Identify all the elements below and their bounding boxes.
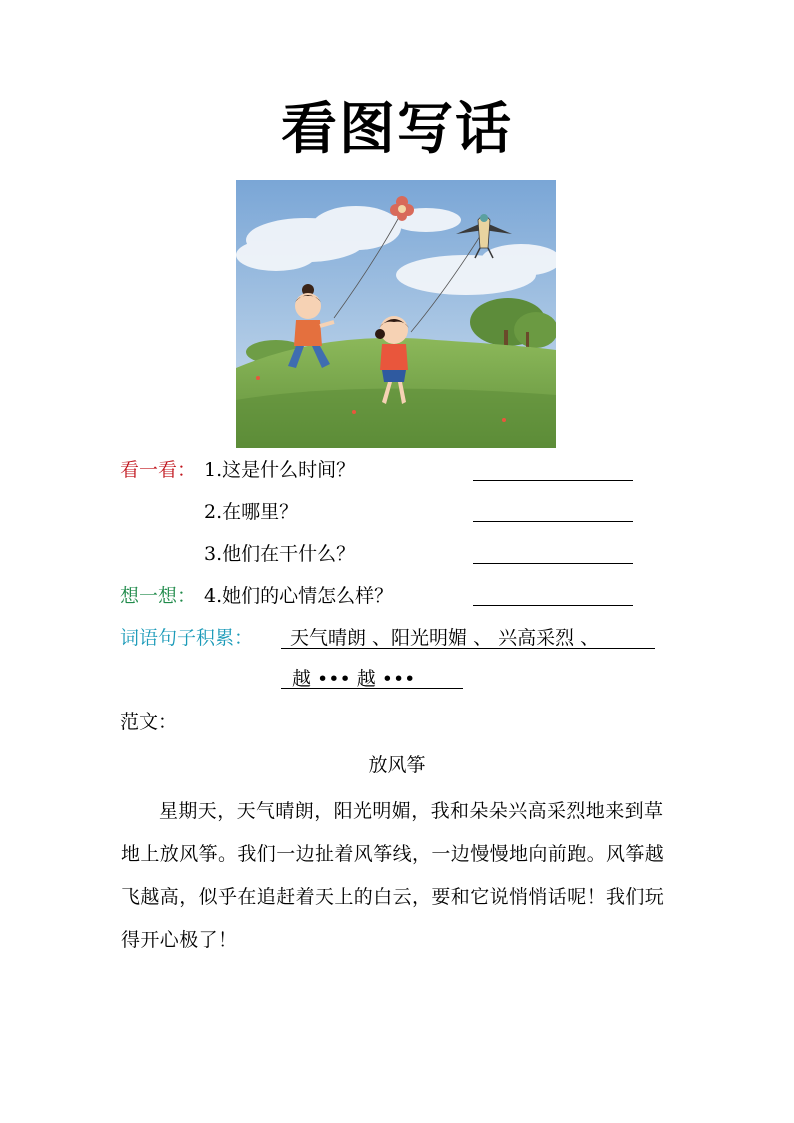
look-label: 看一看： [120, 459, 197, 481]
think-label: 想一想： [120, 585, 197, 607]
question-3: 3.他们在干什么？ [204, 543, 356, 565]
question-1: 1.这是什么时间？ [204, 459, 356, 481]
vocab-phrases-line-1: 天气晴朗 、阳光明媚 、 兴高采烈 、 [290, 627, 600, 649]
vocab-underline-1 [281, 648, 655, 649]
question-4: 4.她们的心情怎么样？ [204, 585, 394, 607]
vocab-phrases-line-2: 越 ••• 越 ••• [292, 668, 416, 690]
vocab-label: 词语句子积累： [120, 627, 254, 649]
answer-blank-4[interactable] [473, 605, 633, 606]
answer-blank-2[interactable] [473, 521, 633, 522]
essay-title: 放风筝 [368, 754, 426, 776]
question-2: 2.在哪里？ [204, 501, 299, 523]
answer-blank-1[interactable] [473, 480, 633, 481]
model-essay-label: 范文： [120, 711, 178, 733]
vocab-underline-2 [281, 688, 463, 689]
page-title: 看图写话 [281, 97, 513, 162]
essay-body: 星期天，天气晴朗，阳光明媚，我和朵朵兴高采烈地来到草地上放风筝。我们一边扯着风筝线，一边慢慢地向前跑。风筝越飞越高，似乎在追赶着天上的白云，要和它说悄悄话呢！我们玩得开心极了！ [121, 800, 665, 951]
kite-flying-illustration [236, 180, 556, 448]
answer-blank-3[interactable] [473, 563, 633, 564]
